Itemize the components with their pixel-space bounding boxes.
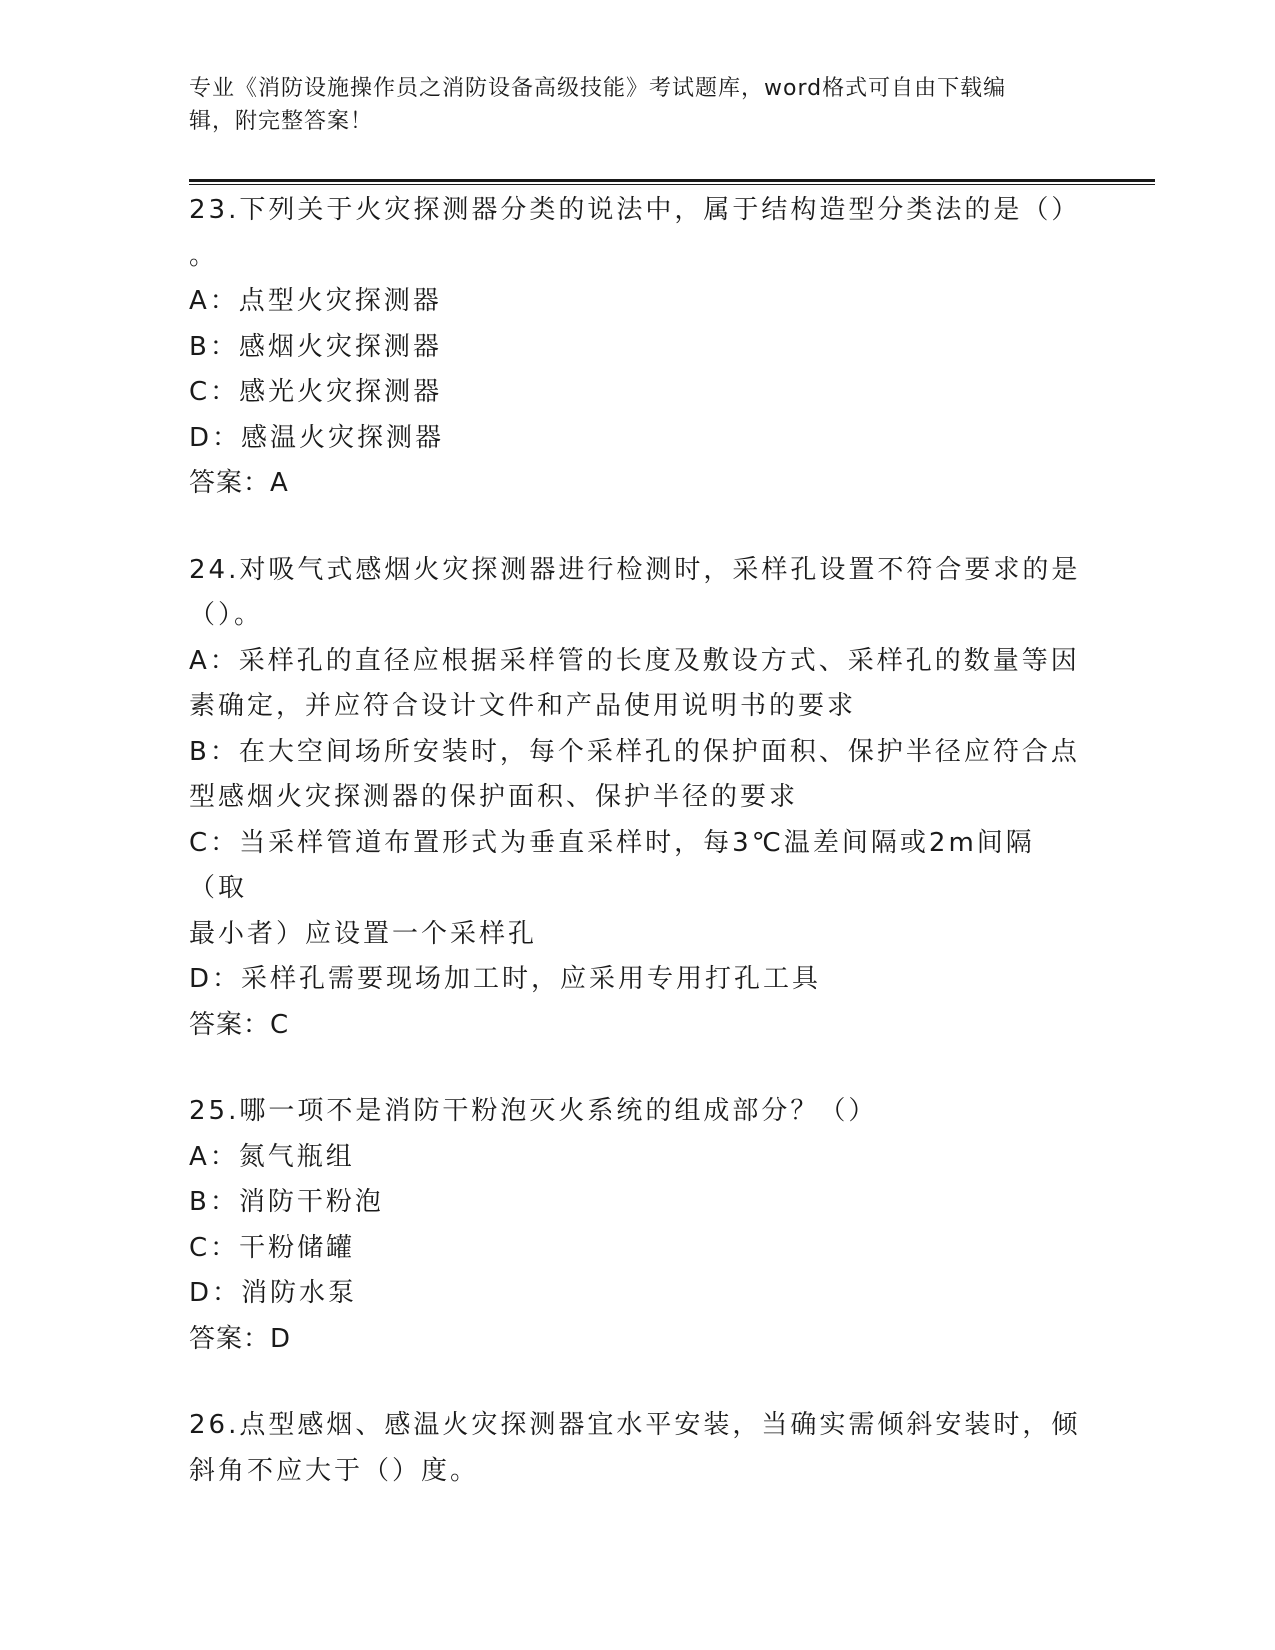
option-c: C：感光火灾探测器 <box>189 377 443 407</box>
option-d: D：采样孔需要现场加工时，应采用专用打孔工具 <box>189 964 822 994</box>
option-b: B：在大空间场所安装时，每个采样孔的保护面积、保护半径应符合点 <box>189 736 1080 767</box>
question-25 <box>189 1089 1089 1362</box>
option-b: B：消防干粉泡 <box>189 1187 384 1217</box>
question-stem: 26.点型感烟、感温火灾探测器宜水平安装，当确实需倾斜安装时，倾 <box>189 1410 1081 1440</box>
option-c: C：当采样管道布置形式为垂直采样时，每3℃温差间隔或2m间隔（取 <box>189 827 1035 903</box>
question-24 <box>189 548 1089 1049</box>
question-stem: 24.对吸气式感烟火灾探测器进行检测时，采样孔设置不符合要求的是 <box>189 554 1081 585</box>
document-header <box>189 72 1089 138</box>
answer: 答案：A <box>189 468 289 498</box>
option-b: B：感烟火灾探测器 <box>189 331 442 362</box>
option-a-cont: 素确定，并应符合设计文件和产品使用说明书的要求 <box>189 691 857 721</box>
question-stem: 23.下列关于火灾探测器分类的说法中，属于结构造型分类法的是（） <box>189 195 1081 225</box>
question-stem-cont: 斜角不应大于（）度。 <box>189 1455 480 1486</box>
option-a: A：点型火灾探测器 <box>189 286 442 316</box>
option-d: D：感温火灾探测器 <box>189 422 445 453</box>
question-stem: 25.哪一项不是消防干粉泡灭火系统的组成部分？（） <box>189 1096 878 1126</box>
question-23 <box>189 188 1089 507</box>
question-26 <box>189 1403 1089 1494</box>
question-list <box>189 188 1089 1535</box>
option-a: A：采样孔的直径应根据采样管的长度及敷设方式、采样孔的数量等因 <box>189 645 1080 676</box>
header-divider-thick <box>189 179 1155 182</box>
option-a: A：氮气瓶组 <box>189 1141 355 1172</box>
header-line-2: 辑，附完整答案！ <box>189 109 374 134</box>
answer: 答案：D <box>189 1323 292 1354</box>
answer: 答案：C <box>189 1009 290 1040</box>
option-c-cont: 最小者）应设置一个采样孔 <box>189 918 538 949</box>
option-b-cont: 型感烟火灾探测器的保护面积、保护半径的要求 <box>189 782 799 812</box>
header-line-1: 专业《消防设施操作员之消防设备高级技能》考试题库，word格式可自由下载编 <box>189 76 1007 101</box>
question-stem-cont: 。 <box>189 240 219 271</box>
option-d: D：消防水泵 <box>189 1278 358 1308</box>
question-stem-cont: （）。 <box>189 600 264 630</box>
header-divider-thin <box>189 184 1155 185</box>
option-c: C：干粉储罐 <box>189 1232 356 1263</box>
